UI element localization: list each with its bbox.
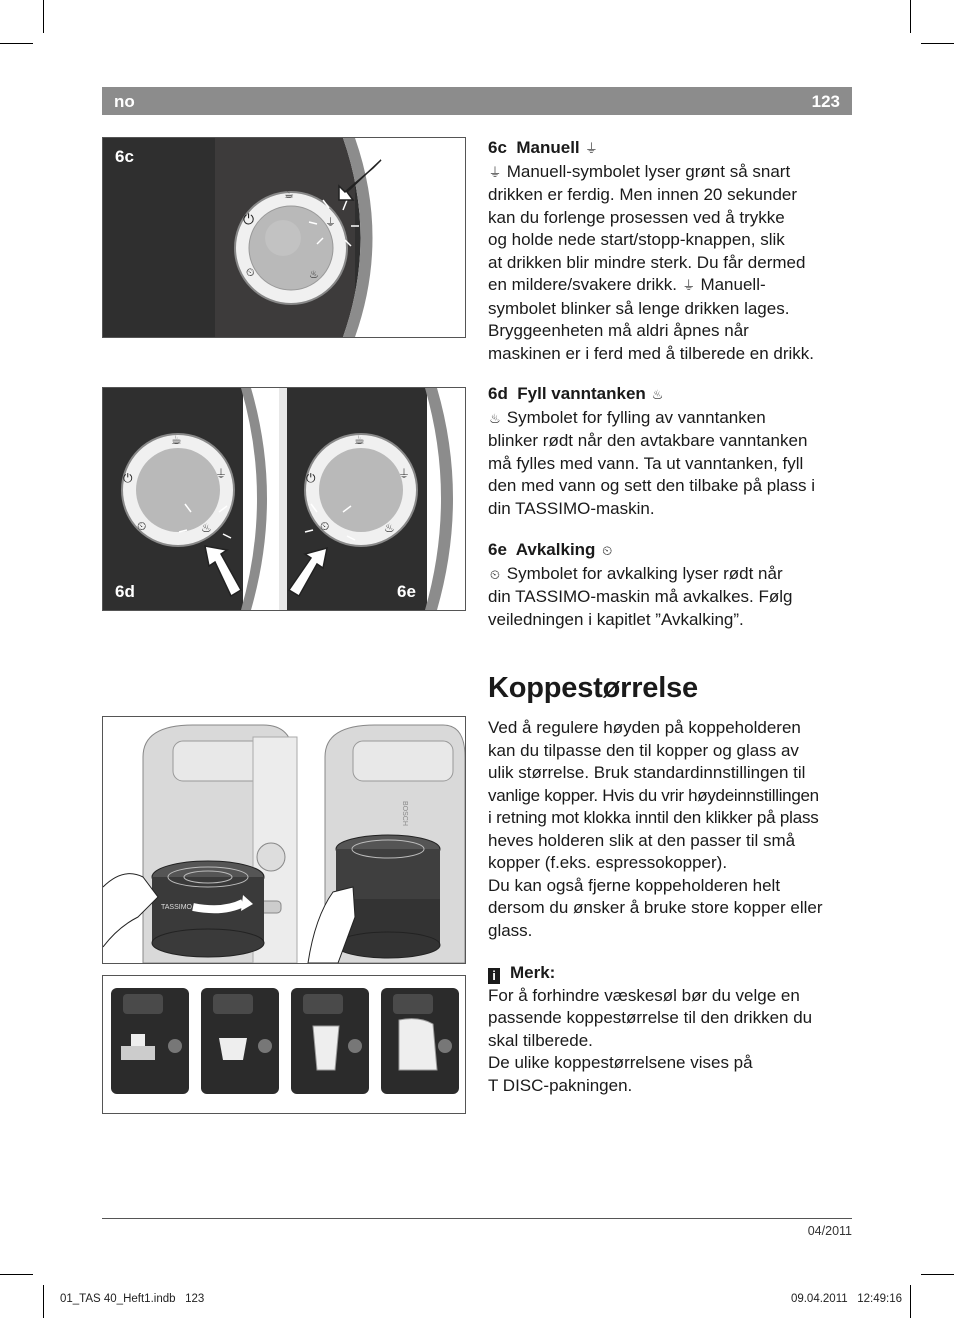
paragraph-line: kopper (f.eks. espressokopper). — [488, 853, 728, 872]
figure-cup-sizes — [102, 975, 466, 1114]
figure-6d-6e — [102, 387, 466, 611]
language-code: no — [114, 92, 135, 111]
paragraph-line: glass. — [488, 920, 533, 940]
paragraph-line: den med vann og sett den tilbake på plass i — [488, 476, 815, 495]
water-tank-icon: ♨ — [651, 387, 664, 402]
machine-brand-text: BOSCH — [401, 801, 408, 826]
section-6d — [488, 383, 854, 520]
svg-text:⏻: ⏻ — [123, 471, 133, 485]
paragraph-line: T DISC-pakningen. — [488, 1075, 633, 1095]
paragraph-line: vanlige kopper. Hvis du vrir høydeinnstillingen — [488, 785, 819, 805]
crop-mark — [921, 1274, 954, 1275]
crop-mark — [910, 0, 911, 33]
page-header-bar — [102, 87, 852, 115]
section-6e — [488, 539, 854, 631]
crop-mark — [910, 1285, 911, 1318]
paragraph-line: maskinen er i ferd med å tilberede en drikk. — [488, 343, 814, 363]
paragraph-line: skal tilberede. — [488, 1030, 593, 1050]
paragraph-line: i retning mot klokka inntil den klikker på plass — [488, 808, 819, 827]
svg-text:⏲: ⏲ — [246, 266, 255, 279]
control-panel-illustration — [103, 138, 465, 337]
figure-label-6c: 6c — [115, 147, 134, 166]
paragraph-line: kan du forlenge prosessen ved å trykke — [488, 207, 785, 227]
paragraph-line: ♨ Symbolet for fylling av vanntanken — [488, 407, 854, 431]
figure-label-6e: 6e — [397, 582, 416, 601]
svg-text:⏚: ⏚ — [325, 216, 336, 229]
crop-mark — [0, 1274, 33, 1275]
cup-size-text — [488, 717, 854, 942]
paragraph-line: drikken er ferdig. Men innen 20 sekunder — [488, 185, 798, 204]
manual-icon: ⏚ — [584, 141, 598, 156]
svg-text:⏲: ⏲ — [320, 519, 330, 533]
cup-holder-illustration — [103, 717, 465, 963]
paragraph-line: din TASSIMO-maskin. — [488, 498, 655, 518]
paragraph-line: din TASSIMO-maskin må avkalkes. Følg — [488, 587, 793, 606]
footer-date: 04/2011 — [807, 1224, 852, 1238]
paragraph-line: blinker rødt når den avtakbare vanntanken — [488, 431, 808, 450]
figure-label-6d: 6d — [115, 582, 135, 601]
paragraph-line: dersom du ønsker å bruke store kopper eller — [488, 898, 823, 917]
crop-mark — [0, 43, 33, 44]
section-6c — [488, 137, 854, 365]
svg-text:⏚: ⏚ — [215, 467, 228, 481]
svg-text:⏻: ⏻ — [243, 212, 255, 228]
paragraph-line: Bryggeenheten må aldri åpnes når — [488, 321, 749, 340]
crop-mark — [43, 1285, 44, 1318]
paragraph-line: må fylles med vann. Ta ut vanntanken, fyll — [488, 453, 804, 473]
section-title-text: Manuell — [516, 138, 580, 157]
paragraph-line: heves holderen slik at den passer til små — [488, 830, 796, 850]
note-title: i Merk: — [488, 962, 854, 985]
paragraph-line: symbolet blinker så lenge drikken lages. — [488, 298, 790, 318]
paragraph-line: at drikken blir mindre sterk. Du får dermed — [488, 252, 806, 272]
section-6c-title — [488, 137, 854, 161]
paragraph-line: veiledningen i kapitlet ”Avkalking”. — [488, 609, 744, 629]
paragraph-line: passende koppestørrelse til den drikken du — [488, 1008, 813, 1027]
paragraph-line: De ulike koppestørrelsene vises på — [488, 1053, 753, 1072]
machines-illustration — [103, 976, 465, 1113]
svg-text:♨: ♨ — [201, 521, 212, 535]
paragraph-line: For å forhindre væskesøl bør du velge en — [488, 985, 800, 1005]
paragraph-line: Du kan også fjerne koppeholderen helt — [488, 875, 781, 895]
print-slug-file: 01_TAS 40_Heft1.indb 123 — [60, 1293, 205, 1305]
crop-mark — [921, 43, 954, 44]
section-6d-title: 6d Fyll vanntanken ♨ — [488, 383, 854, 407]
cup-brand-text: TASSIMO — [161, 904, 192, 911]
section-6e-title: 6e Avkalking ⏲ — [488, 539, 854, 563]
section-number: 6c — [488, 138, 507, 157]
descaling-icon: ⏲ — [489, 566, 501, 582]
paragraph-line: Ved å regulere høyden på koppeholderen — [488, 718, 801, 737]
note-block — [488, 962, 854, 1097]
paragraph-line: og holde nede start/stopp-knappen, slik — [488, 230, 785, 249]
svg-text:⏚: ⏚ — [398, 467, 411, 481]
paragraph-line: kan du tilpasse den til kopper og glass av — [488, 740, 799, 760]
crop-mark — [43, 0, 44, 33]
water-tank-icon: ♨ — [489, 410, 501, 426]
paragraph-line: ulik størrelse. Bruk standardinnstillingen til — [488, 763, 806, 782]
svg-text:♨: ♨ — [309, 268, 319, 281]
print-slug-timestamp: 09.04.2011 12:49:16 — [790, 1293, 902, 1305]
svg-text:⏲: ⏲ — [137, 519, 147, 533]
control-panel-illustration — [103, 388, 465, 610]
figure-cup-holder — [102, 716, 466, 964]
manual-icon: ⏚ — [488, 164, 502, 180]
page-number: 123 — [811, 92, 840, 111]
manual-icon: ⏚ — [682, 278, 696, 293]
svg-text:⏻: ⏻ — [306, 471, 316, 485]
section-heading: Koppestørrelse — [488, 672, 698, 704]
svg-text:☕: ☕ — [354, 433, 365, 447]
paragraph-line: ⏚ Manuell-symbolet lyser grønt så snart — [488, 161, 854, 185]
descaling-icon: ⏲ — [602, 543, 613, 558]
svg-text:♨: ♨ — [384, 521, 395, 535]
svg-text:☕: ☕ — [284, 188, 294, 201]
paragraph-line: ⏲ Symbolet for avkalking lyser rødt når — [488, 563, 854, 587]
figure-6c — [102, 137, 466, 338]
footer-rule — [102, 1218, 852, 1219]
info-icon: i — [488, 968, 500, 984]
paragraph-line: en mildere/svakere drikk. ⏚ Manuell- — [488, 274, 854, 298]
svg-text:☕: ☕ — [171, 433, 182, 447]
